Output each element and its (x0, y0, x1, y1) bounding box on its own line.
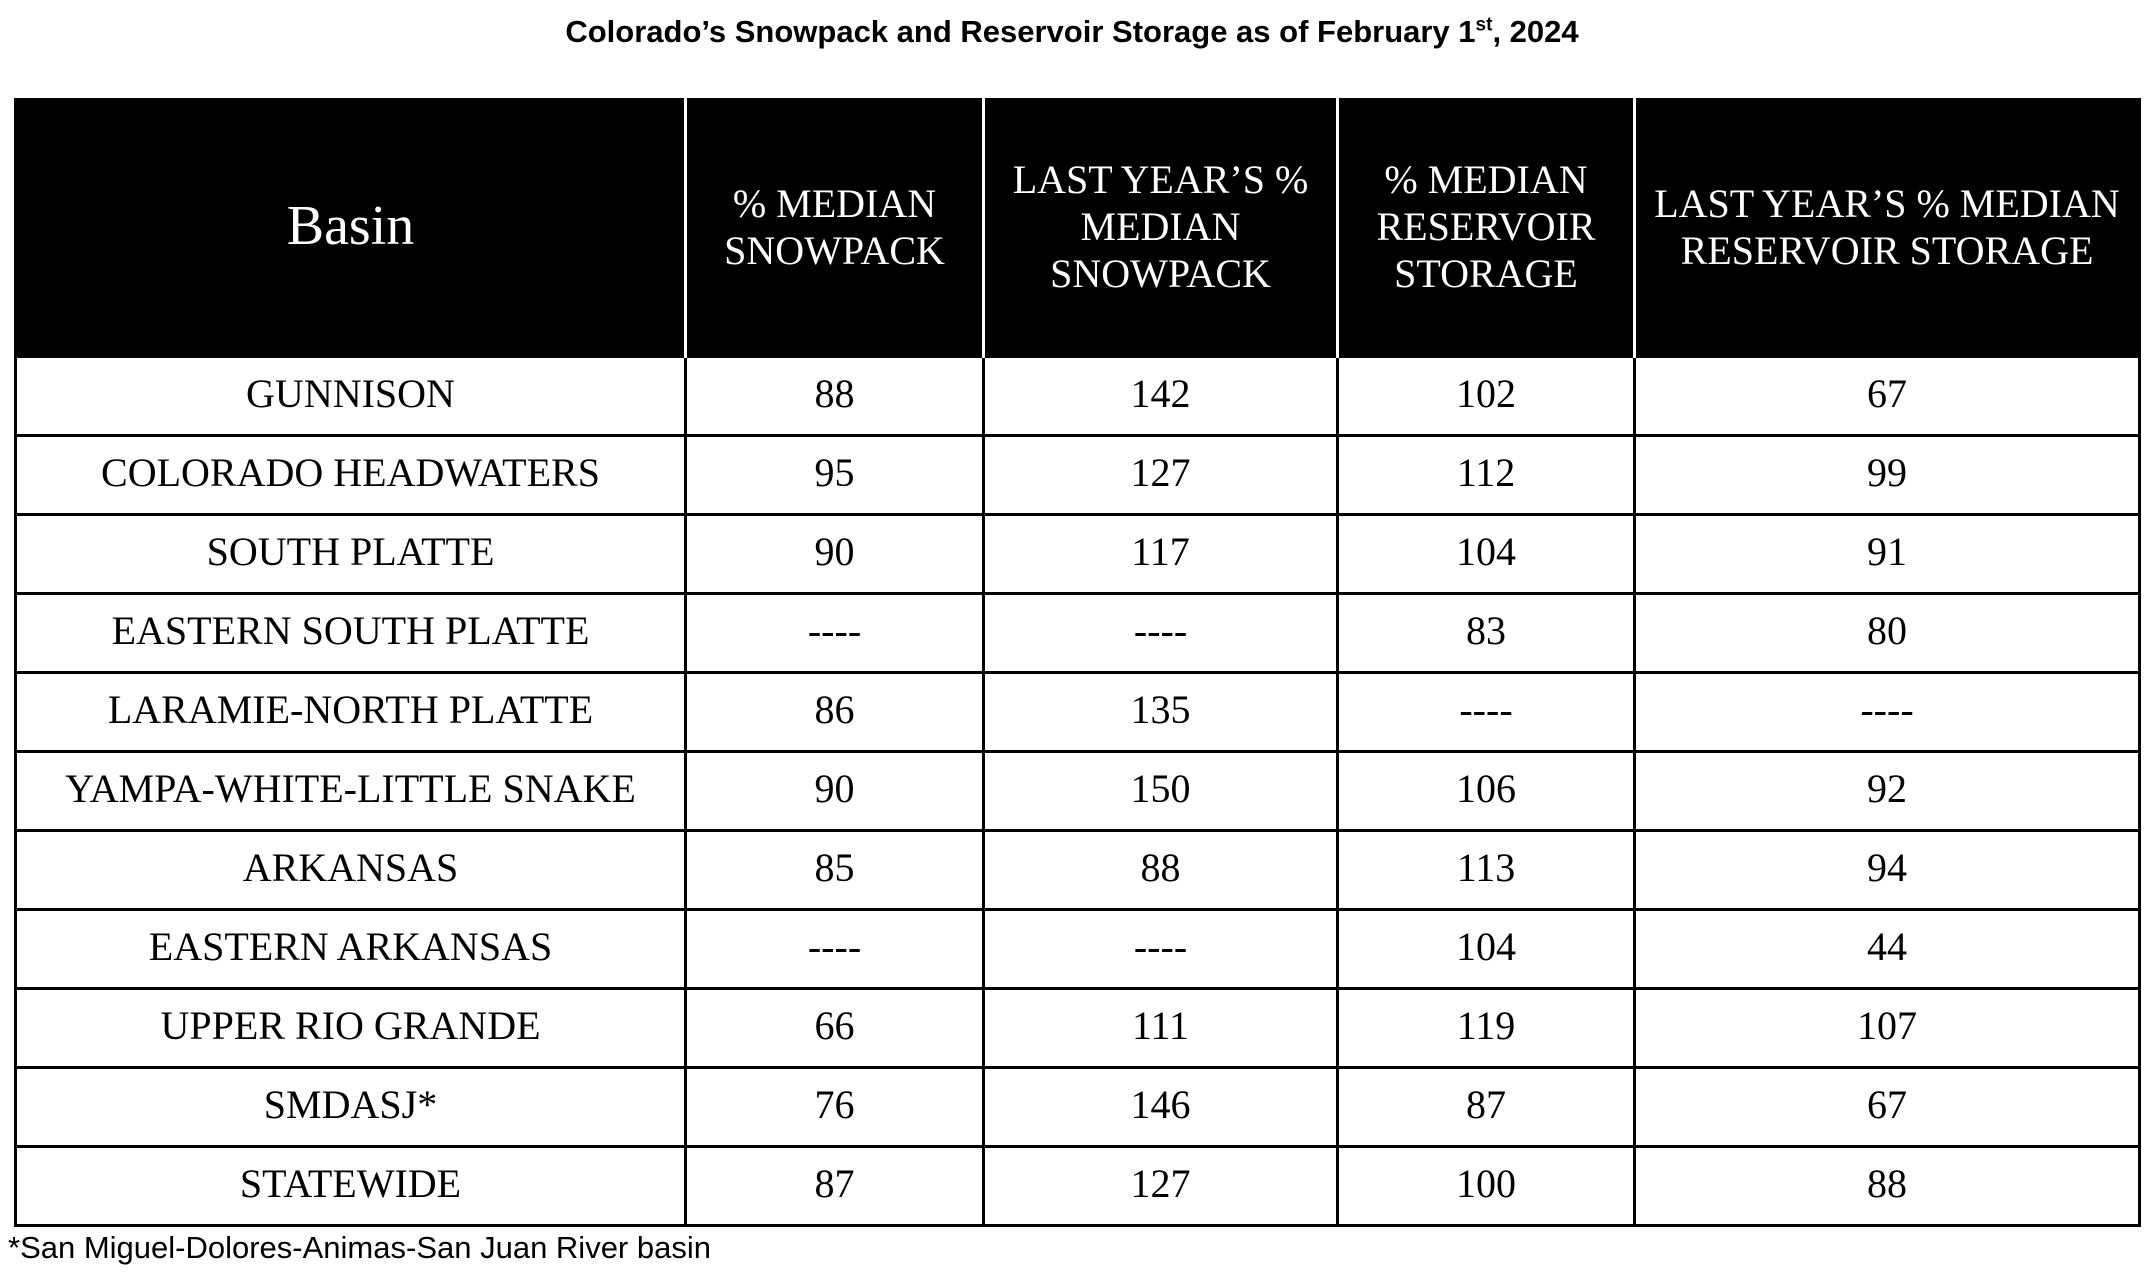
title-superscript: st (1475, 14, 1493, 36)
value-cell: 127 (984, 1147, 1338, 1226)
value-cell: ---- (686, 910, 984, 989)
value-cell: 113 (1338, 831, 1635, 910)
basin-cell: EASTERN SOUTH PLATTE (16, 594, 686, 673)
basin-cell: STATEWIDE (16, 1147, 686, 1226)
basin-cell: EASTERN ARKANSAS (16, 910, 686, 989)
value-cell: 100 (1338, 1147, 1635, 1226)
basin-cell: ARKANSAS (16, 831, 686, 910)
footnote: *San Miguel-Dolores-Animas-San Juan River basin (8, 1230, 711, 1265)
basin-cell: SMDASJ* (16, 1068, 686, 1147)
value-cell: 150 (984, 752, 1338, 831)
value-cell: 94 (1635, 831, 2140, 910)
value-cell: 127 (984, 436, 1338, 515)
value-cell: 112 (1338, 436, 1635, 515)
value-cell: 104 (1338, 910, 1635, 989)
value-cell: 44 (1635, 910, 2140, 989)
value-cell: ---- (1338, 673, 1635, 752)
snowpack-table (14, 98, 2141, 1227)
value-cell: 135 (984, 673, 1338, 752)
table-row (16, 752, 2140, 831)
value-cell: 88 (1635, 1147, 2140, 1226)
value-cell: 80 (1635, 594, 2140, 673)
table-row (16, 989, 2140, 1068)
header-median-reservoir: % MEDIAN RESERVOIR STORAGE (1338, 98, 1635, 357)
value-cell: 88 (984, 831, 1338, 910)
table-row (16, 594, 2140, 673)
table-row (16, 436, 2140, 515)
value-cell: 119 (1338, 989, 1635, 1068)
header-median-snowpack: % MEDIAN SNOWPACK (686, 98, 984, 357)
value-cell: 87 (1338, 1068, 1635, 1147)
table-header-row (16, 98, 2140, 357)
basin-cell: UPPER RIO GRANDE (16, 989, 686, 1068)
value-cell: 67 (1635, 1068, 2140, 1147)
value-cell: 99 (1635, 436, 2140, 515)
basin-cell: LARAMIE-NORTH PLATTE (16, 673, 686, 752)
value-cell: 142 (984, 357, 1338, 436)
value-cell: 95 (686, 436, 984, 515)
value-cell: 91 (1635, 515, 2140, 594)
basin-cell: YAMPA-WHITE-LITTLE SNAKE (16, 752, 686, 831)
header-basin: Basin (16, 98, 686, 357)
table-row (16, 1068, 2140, 1147)
value-cell: ---- (1635, 673, 2140, 752)
value-cell: 117 (984, 515, 1338, 594)
basin-cell: GUNNISON (16, 357, 686, 436)
table-row (16, 831, 2140, 910)
value-cell: 102 (1338, 357, 1635, 436)
value-cell: 87 (686, 1147, 984, 1226)
value-cell: ---- (984, 910, 1338, 989)
value-cell: 106 (1338, 752, 1635, 831)
basin-cell: COLORADO HEADWATERS (16, 436, 686, 515)
value-cell: 92 (1635, 752, 2140, 831)
basin-cell: SOUTH PLATTE (16, 515, 686, 594)
page-title (0, 14, 2144, 50)
table-row (16, 515, 2140, 594)
title-text: Colorado’s Snowpack and Reservoir Storage as of February 1 (565, 14, 1476, 49)
value-cell: 88 (686, 357, 984, 436)
title-year: , 2024 (1492, 14, 1579, 49)
header-last-year-snowpack: LAST YEAR’S % MEDIAN SNOWPACK (984, 98, 1338, 357)
value-cell: 86 (686, 673, 984, 752)
value-cell: 146 (984, 1068, 1338, 1147)
value-cell: 90 (686, 752, 984, 831)
value-cell: 76 (686, 1068, 984, 1147)
table-row (16, 357, 2140, 436)
value-cell: 83 (1338, 594, 1635, 673)
table-row (16, 910, 2140, 989)
value-cell: 85 (686, 831, 984, 910)
value-cell: 90 (686, 515, 984, 594)
value-cell: 111 (984, 989, 1338, 1068)
value-cell: 107 (1635, 989, 2140, 1068)
value-cell: 67 (1635, 357, 2140, 436)
table-row (16, 673, 2140, 752)
value-cell: 66 (686, 989, 984, 1068)
value-cell: ---- (686, 594, 984, 673)
header-last-year-reservoir: LAST YEAR’S % MEDIAN RESERVOIR STORAGE (1635, 98, 2140, 357)
value-cell: 104 (1338, 515, 1635, 594)
value-cell: ---- (984, 594, 1338, 673)
table-row (16, 1147, 2140, 1226)
